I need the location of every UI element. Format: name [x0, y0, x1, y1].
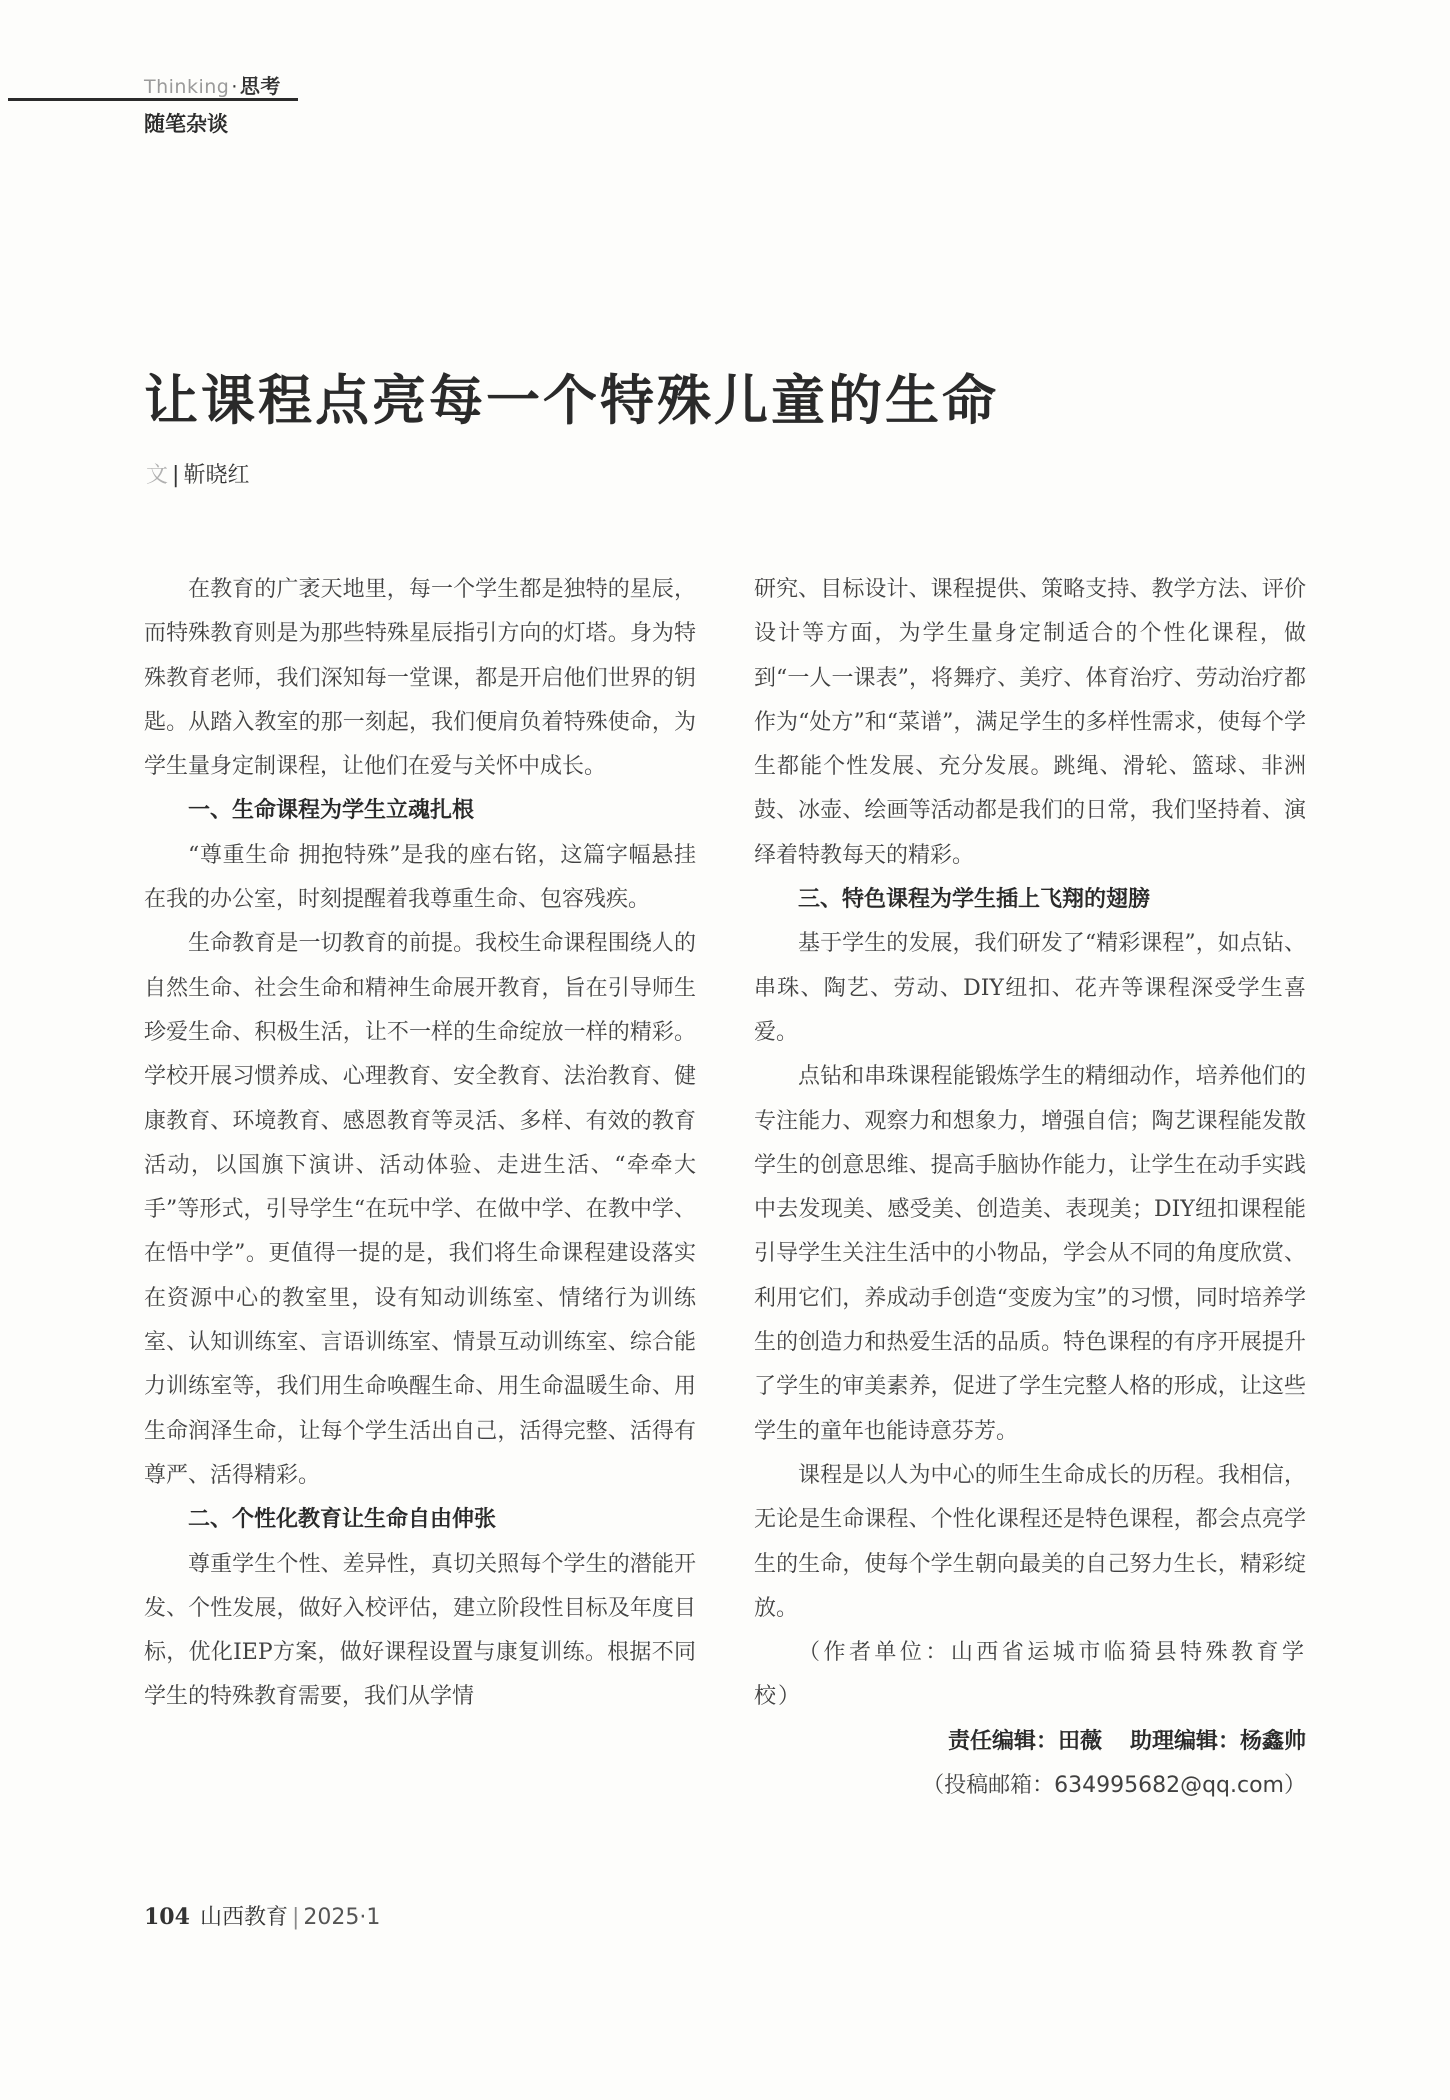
footer-separator: | [291, 1905, 300, 1930]
paragraph: 点钻和串珠课程能锻炼学生的精细动作，培养他们的专注能力、观察力和想象力，增强自信；陶艺课程能发散学生的创意思维、提高手脑协作能力，让学生在动手实践中去发现美、感受美、创造美、表现美；DIY纽扣课程能引导学生关注生活中的小物品，学会从不同的角度欣赏、利用它们，养成动手创造“变废为宝”的习惯，同时培养学生的创造力和热爱生活的品质。特色课程的有序开展提升了学生的审美素养，促进了学生完整人格的形成，让这些学生的童年也能诗意芬芳。 [754, 1064, 1306, 1444]
article-title: 让课程点亮每一个特殊儿童的生命 [144, 369, 999, 433]
responsible-editor: 责任编辑：田薇 [947, 1728, 1102, 1754]
paragraph: 基于学生的发展，我们研发了“精彩课程”，如点钻、串珠、陶艺、劳动、DIY纽扣、花卉等课程深受学生喜爱。 [754, 931, 1306, 1045]
header-rule [8, 98, 298, 101]
submission-email: （投稿邮箱：634995682@qq.com） [922, 1773, 1306, 1799]
page-footer [144, 1900, 380, 1931]
column-subtitle: 随笔杂谈 [144, 112, 228, 136]
editor-credits [754, 1720, 1306, 1764]
assistant-editor: 助理编辑：杨鑫帅 [1129, 1728, 1306, 1754]
issue-number: 2025·1 [303, 1905, 381, 1930]
column-label [144, 70, 281, 99]
column-label-dot: · [231, 76, 238, 98]
paragraph: 课程是以人为中心的师生生命成长的历程。我相信，无论是生命课程、个性化课程还是特色课程，都会点亮学生的生命，使每个学生朝向最美的自己努力生长，精彩绽放。 [754, 1462, 1306, 1621]
right-column [754, 568, 1306, 1808]
byline-prefix: 文 [146, 463, 169, 488]
section-heading: 一、生命课程为学生立魂扎根 [188, 798, 475, 824]
left-column [144, 568, 696, 1720]
byline [146, 458, 249, 489]
author-affiliation: （作者单位：山西省运城市临猗县特殊教育学校） [754, 1640, 1306, 1710]
paragraph: 生命教育是一切教育的前提。我校生命课程围绕人的自然生命、社会生命和精神生命展开教育，旨在引导师生珍爱生命、积极生活，让不一样的生命绽放一样的精彩。学校开展习惯养成、心理教育、安全教育、法治教育、健康教育、环境教育、感恩教育等灵活、多样、有效的教育活动，以国旗下演讲、活动体验、走进生活、“牵牵大手”等形式，引导学生“在玩中学、在做中学、在教中学、在悟中学”。更值得一提的是，我们将生命课程建设落实在资源中心的教室里，设有知动训练室、情绪行为训练室、认知训练室、言语训练室、情景互动训练室、综合能力训练室等，我们用生命唤醒生命、用生命温暖生命、用生命润泽生命，让每个学生活出自己，活得完整、活得有尊严、活得精彩。 [144, 931, 696, 1488]
column-label-cn: 思考 [239, 74, 281, 98]
section-heading: 三、特色课程为学生插上飞翔的翅膀 [798, 887, 1151, 913]
paragraph-continued: 研究、目标设计、课程提供、策略支持、教学方法、评价设计等方面，为学生量身定制适合的个性化课程，做到“一人一课表”，将舞疗、美疗、体育治疗、劳动治疗都作为“处方”和“菜谱”，满足学生的多样性需求，使每个学生都能个性发展、充分发展。跳绳、滑轮、篮球、非洲鼓、冰壶、绘画等活动都是我们的日常，我们坚持着、演绎着特教每天的精彩。 [754, 577, 1306, 868]
page-number: 104 [144, 1904, 190, 1930]
section-heading: 二、个性化教育让生命自由伸张 [188, 1507, 497, 1533]
column-label-en: Thinking [144, 76, 230, 98]
byline-author: 靳晓红 [183, 463, 250, 488]
paragraph: “尊重生命 拥抱特殊”是我的座右铭，这篇字幅悬挂在我的办公室，时刻提醒着我尊重生命、包容残疾。 [144, 842, 696, 913]
byline-separator: | [172, 463, 180, 488]
magazine-name: 山西教育 [199, 1905, 288, 1930]
paragraph: 尊重学生个性、差异性，真切关照每个学生的潜能开发、个性发展，做好入校评估，建立阶段性目标及年度目标，优化IEP方案，做好课程设置与康复训练。根据不同学生的特殊教育需要，我们从学情 [144, 1551, 696, 1710]
paragraph: 在教育的广袤天地里，每一个学生都是独特的星辰，而特殊教育则是为那些特殊星辰指引方向的灯塔。身为特殊教育老师，我们深知每一堂课，都是开启他们世界的钥匙。从踏入教室的那一刻起，我们便肩负着特殊使命，为学生量身定制课程，让他们在爱与关怀中成长。 [144, 577, 696, 780]
